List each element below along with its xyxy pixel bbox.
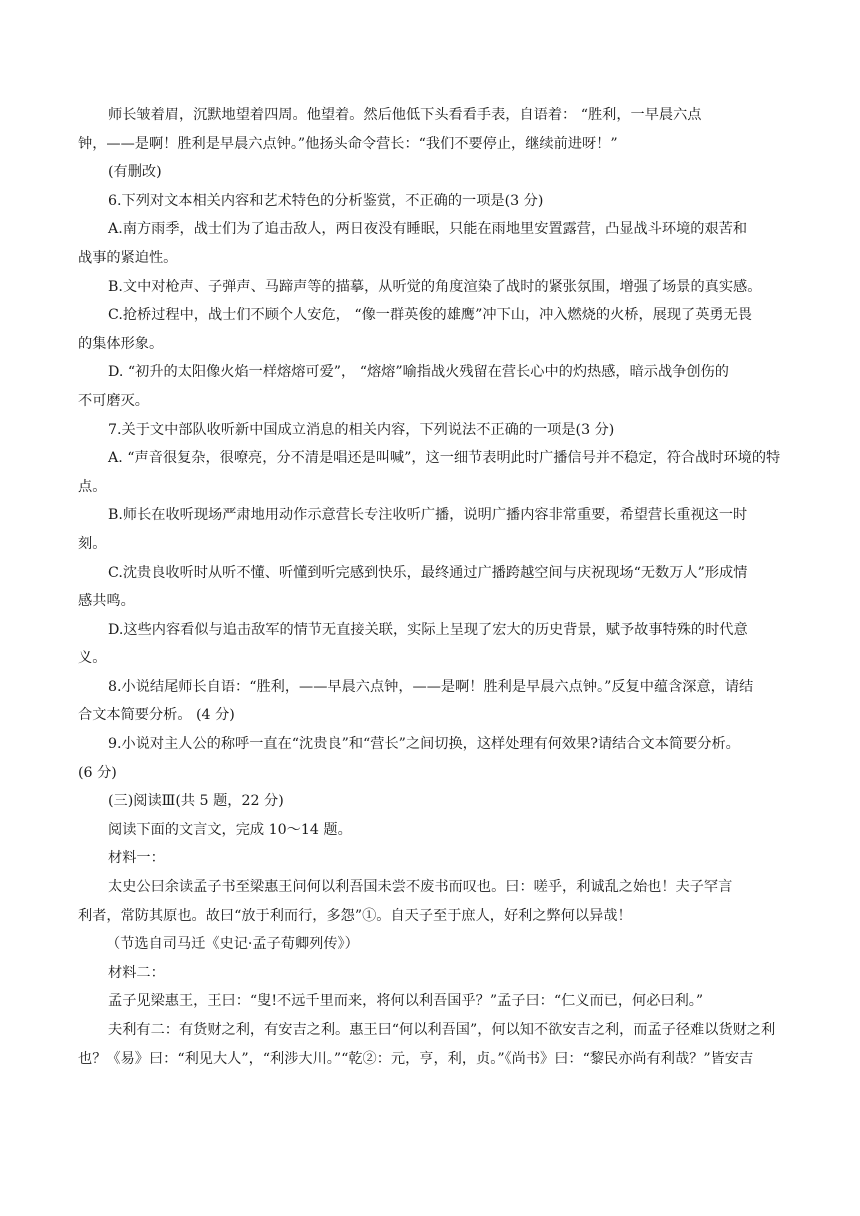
material-2-label: 材料二： (108, 964, 165, 981)
document-body (78, 101, 784, 1073)
option-7a: A. “声音很复杂，很嘹亮，分不清是唱还是叫喊”，这一细节表明此时广播信号并不稳定，符合战时环境的特 (108, 450, 781, 467)
material-2-text-cont: 也？《易》曰：“利见大人”，“利涉大川。”“乾②：元，亨，利，贞。”《尚书》曰：“黎民亦尚有利哉？”皆安吉 (78, 1050, 754, 1067)
option-6c-cont: 的集体形象。 (78, 335, 164, 352)
text-line: 师长皱着眉，沉默地望着四周。他望着。然后他低下头看看手表，自语着： “胜利，一早晨六点 (108, 107, 702, 123)
material-1-text: 太史公曰余读孟子书至梁惠王问何以利吾国未尝不废书而叹也。曰：嗟乎，利诚乱之始也！夫子罕言 (108, 879, 733, 896)
question-6: 6.下列对文本相关内容和艺术特色的分析鉴赏，不正确的一项是(3 分) (108, 192, 544, 209)
option-7c-cont: 感共鸣。 (78, 593, 135, 610)
section-heading: (三)阅读Ⅲ(共 5 题，22 分) (108, 793, 284, 810)
option-7b-cont: 刻。 (78, 535, 107, 552)
option-6c: C.抢桥过程中，战士们不顾个人安危， “像一群英俊的雄鹰”冲下山，冲入燃烧的火桥，展现了英勇无畏 (108, 307, 752, 324)
material-1-source: （节选自司马迁《史记·孟子荀卿列传》） (106, 936, 359, 953)
question-9-cont: (6 分) (78, 764, 117, 781)
option-6d-cont: 不可磨灭。 (78, 392, 149, 409)
question-7: 7.关于文中部队收听新中国成立消息的相关内容，下列说法不正确的一项是(3 分) (108, 421, 615, 438)
option-7d: D.这些内容看似与追击敌军的情节无直接关联，实际上呈现了宏大的历史背景，赋予故事特殊的时代意 (108, 621, 748, 638)
option-7b: B.师长在收听现场严肃地用动作示意营长专注收听广播，说明广播内容非常重要，希望营长重视这一时 (108, 507, 748, 524)
text-line: 钟，——是啊！胜利是早晨六点钟。”他扬头命令营长：“我们不要停止，继续前进呀！” (78, 135, 618, 152)
option-6d: D. “初升的太阳像火焰一样熔熔可爱”， “熔熔”喻指战火残留在营长心中的灼热感，暗示战争创伤的 (108, 364, 729, 381)
option-7c: C.沈贵良收听时从听不懂、听懂到听完感到快乐，最终通过广播跨越空间与庆祝现场“无数万人”形成情 (108, 564, 748, 581)
question-9: 9.小说对主人公的称呼一直在“沈贵良”和“营长”之间切换，这样处理有何效果?请结合文本简要分析。 (108, 736, 740, 753)
material-2-text: 孟子见梁惠王，王曰：“叟!不远千里而来，将何以利吾国乎？”孟子曰：“仁义而已，何必曰利。” (108, 993, 704, 1010)
instruction: 阅读下面的文言文，完成 10～14 题。 (108, 821, 352, 838)
edit-note: (有删改) (108, 164, 162, 181)
question-8-cont: 合文本简要分析。 (4 分) (78, 707, 235, 724)
option-7d-cont: 义。 (78, 650, 107, 667)
option-7a-cont: 点。 (78, 478, 107, 495)
option-6a-cont: 战事的紧迫性。 (78, 249, 178, 266)
question-8: 8.小说结尾师长自语：“胜利，——早晨六点钟，——是啊！胜利是早晨六点钟。”反复中蕴含深意，请结 (108, 678, 754, 695)
option-6b: B.文中对枪声、子弹声、马蹄声等的描摹，从听觉的角度渲染了战时的紧张氛围，增强了场景的真实感。 (108, 278, 762, 295)
material-2-text: 夫利有二：有货财之利，有安吉之利。惠王曰“何以利吾国”，何以知不欲安吉之利，而孟子径难以货财之利 (108, 1022, 776, 1038)
option-6a: A.南方雨季，战士们为了追击敌人，两日夜没有睡眠，只能在雨地里安置露营，凸显战斗环境的艰苦和 (108, 221, 748, 238)
material-1-text-cont: 利者，常防其原也。故曰“放于利而行，多怨”①。自天子至于庶人，好利之弊何以异哉！ (78, 907, 632, 924)
material-1-label: 材料一： (108, 850, 165, 867)
